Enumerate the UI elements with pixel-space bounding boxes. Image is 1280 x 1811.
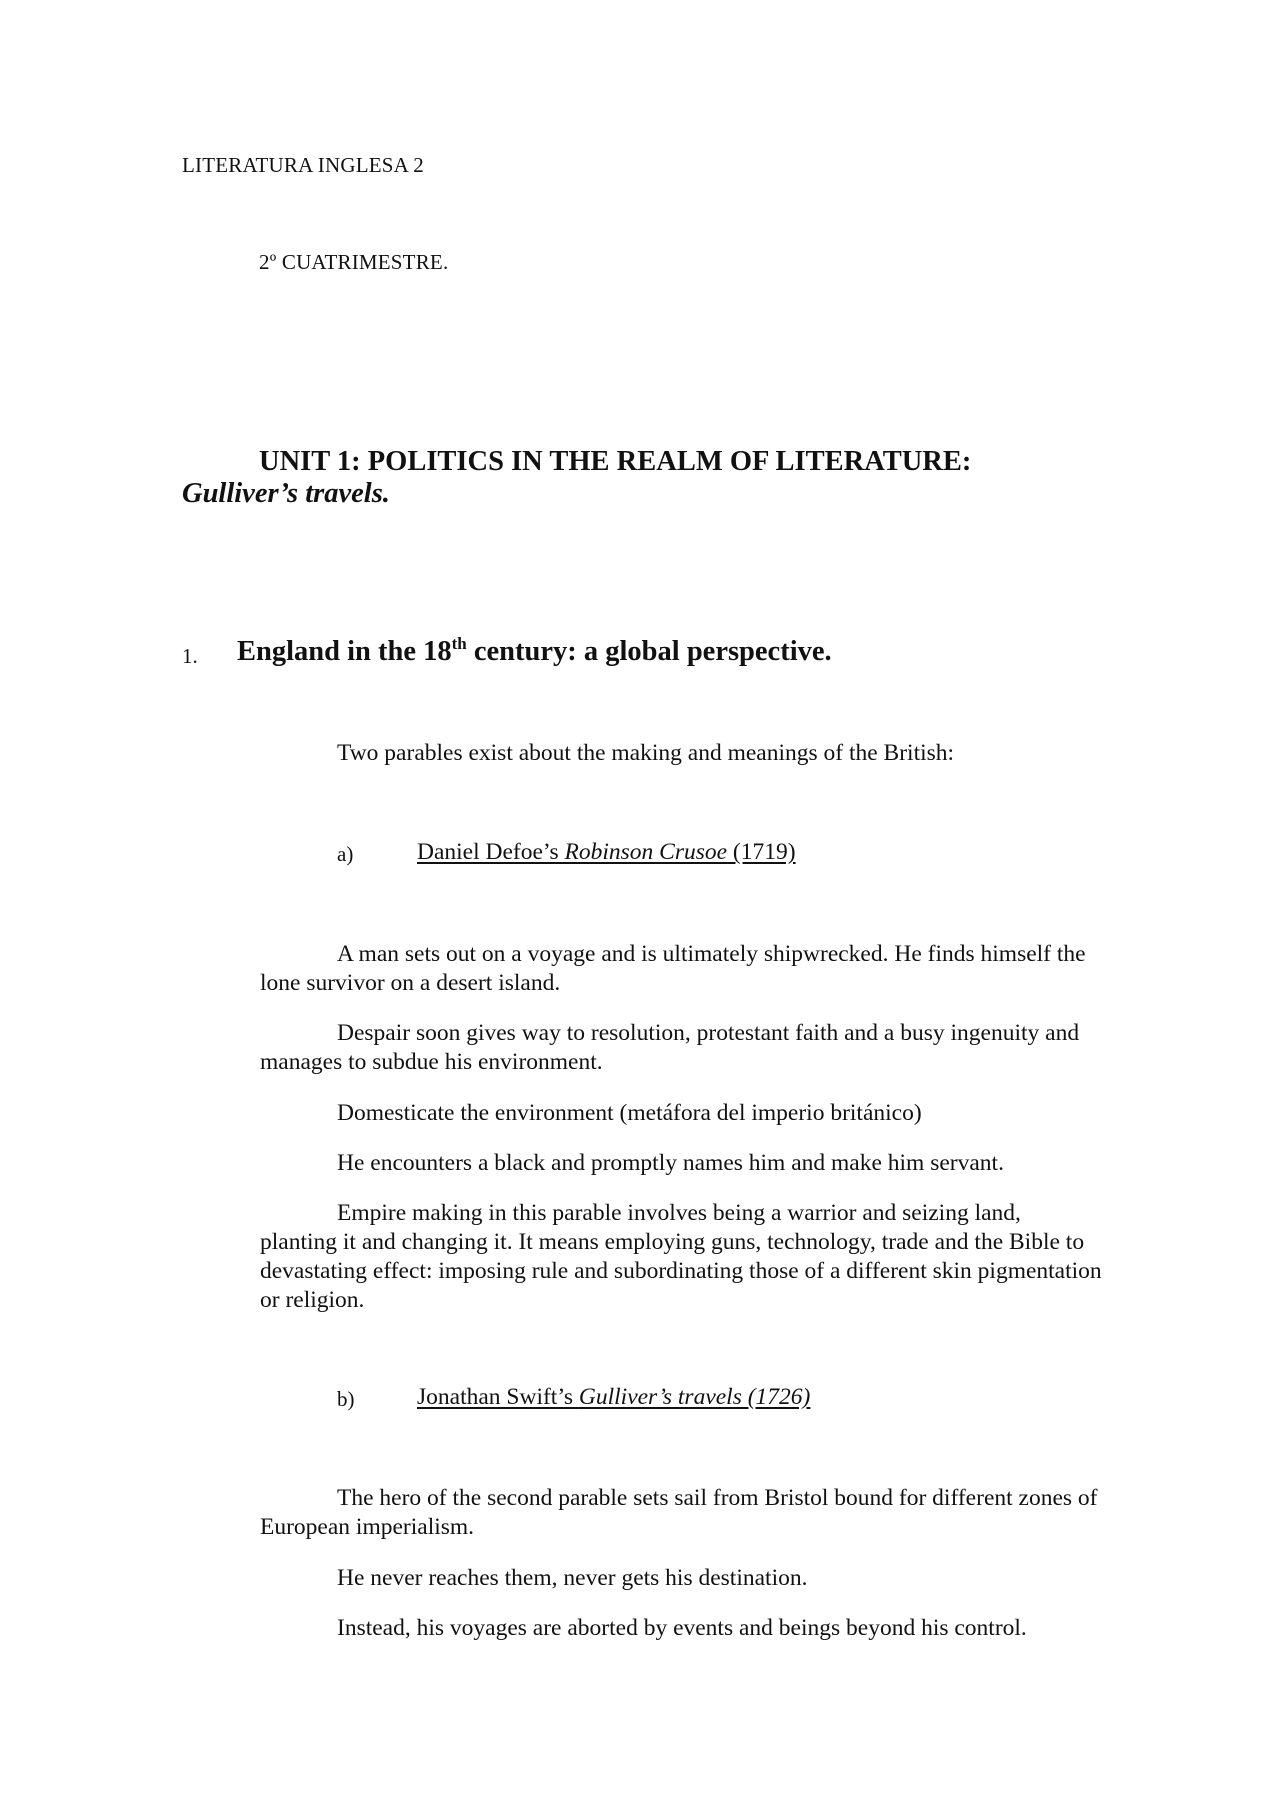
section-title-superscript: th: [451, 634, 467, 653]
section-title: [237, 636, 832, 668]
parable-a-heading: [417, 839, 796, 866]
list-marker-a: a): [337, 842, 354, 866]
parable-b-work: Gulliver’s travels (1726): [578, 1384, 811, 1410]
paragraph: Despair soon gives way to resolution, protestant faith and a busy ingenuity and manages to subdue his environment.: [260, 1020, 1080, 1075]
section-title-start: England in the 18: [237, 636, 452, 667]
section-number: 1.: [182, 644, 198, 668]
paragraph: Instead, his voyages are aborted by events and beings beyond his control.: [337, 1615, 1027, 1641]
list-marker-b: b): [337, 1387, 355, 1411]
parable-a-year: (1719): [727, 839, 796, 865]
parable-b-heading: [417, 1384, 810, 1411]
term-label: 2º CUATRIMESTRE.: [259, 250, 449, 274]
paragraph: A man sets out on a voyage and is ultimately shipwrecked. He finds himself the lone survivor on a desert island.: [260, 941, 1086, 996]
paragraph: He never reaches them, never gets his destination.: [337, 1565, 808, 1591]
course-title: LITERATURA INGLESA 2: [182, 153, 424, 177]
paragraph: He encounters a black and promptly names him and make him servant.: [337, 1150, 1004, 1176]
unit-title: UNIT 1: POLITICS IN THE REALM OF LITERATURE:: [259, 446, 972, 477]
parable-a-author: Daniel Defoe’s: [417, 839, 565, 865]
intro-paragraph: Two parables exist about the making and meanings of the British:: [337, 740, 955, 766]
section-title-end: century: a global perspective.: [466, 636, 832, 667]
parable-b-author: Jonathan Swift’s: [417, 1384, 579, 1410]
paragraph: Domesticate the environment (metáfora del imperio británico): [337, 1100, 922, 1126]
paragraph: The hero of the second parable sets sail from Bristol bound for different zones of European imperialism.: [260, 1485, 1098, 1540]
unit-subtitle: Gulliver’s travels.: [182, 478, 390, 509]
parable-a-work: Robinson Crusoe: [564, 839, 728, 865]
paragraph: Empire making in this parable involves being a warrior and seizing land, planting it and changing it. It means employing guns, technology, trade and the Bible to devastating effect: imposing rule and subordinating those of a different skin pigmentation or religion.: [260, 1200, 1102, 1313]
unit-heading: [182, 446, 971, 510]
